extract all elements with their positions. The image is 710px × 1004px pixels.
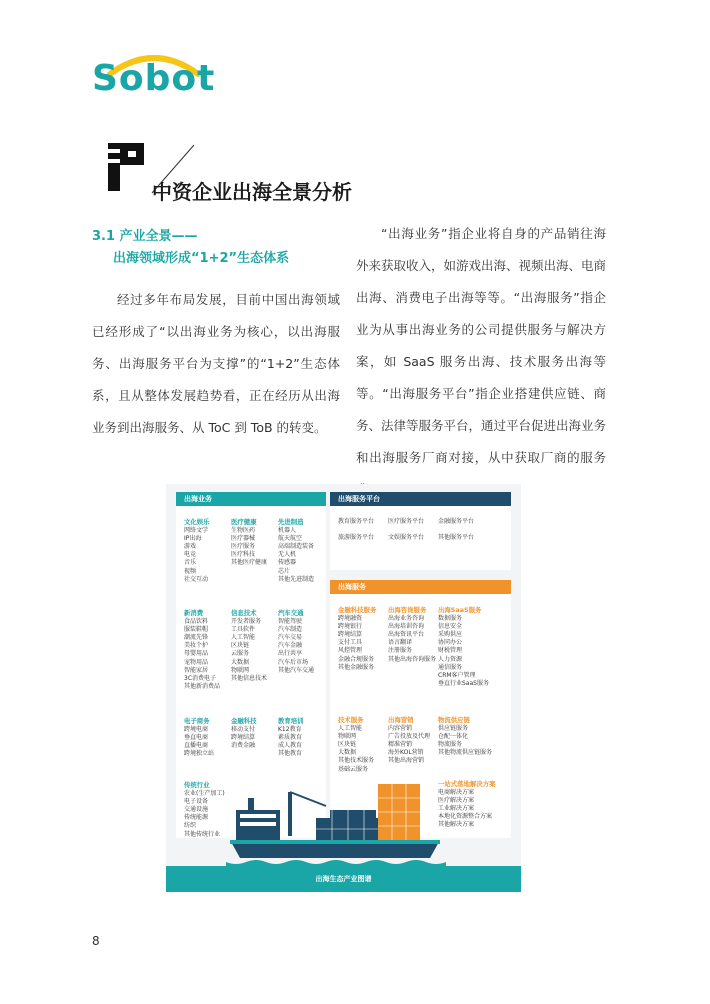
group-item: 网络文学: [184, 527, 209, 535]
business-group: [231, 609, 267, 683]
group-item: K12教育: [278, 726, 302, 734]
group-item: 生物医药: [231, 527, 256, 535]
cargo-ship-illustration: [226, 784, 446, 866]
group-item: 其他出海营销: [388, 757, 425, 765]
group-item: 金融合规服务: [338, 655, 375, 663]
group-item: 跨境独立站: [184, 750, 215, 758]
platform-item: 教育服务平台: [338, 518, 375, 525]
group-item: 其他教育: [278, 750, 303, 758]
group-title: 教育培训: [278, 717, 304, 725]
service-group: [438, 780, 496, 830]
group-item: 其他技术服务: [338, 757, 375, 765]
group-item: 风控管理: [338, 647, 363, 655]
platform-col-2: [388, 518, 424, 542]
group-item: 大数据: [231, 658, 250, 666]
business-group: [184, 518, 210, 584]
group-item: 语言翻译: [388, 639, 413, 647]
group-title: 一站式落地解决方案: [438, 780, 496, 788]
service-group: [338, 606, 376, 672]
group-item: 音乐: [184, 559, 197, 567]
group-item: 消费金融: [231, 742, 256, 750]
service-group: [438, 716, 492, 757]
group-item: 其他出海咨询服务: [388, 655, 437, 663]
group-item: 其他物流供应链服务: [438, 749, 493, 757]
service-group: [338, 716, 374, 774]
business-group: [278, 609, 314, 675]
section-title: 中资企业出海全景分析: [152, 180, 352, 204]
group-item: 支付工具: [338, 639, 363, 647]
group-item: 云服务: [231, 650, 250, 658]
group-item: 电商解决方案: [438, 789, 475, 797]
group-title: 物流供应链: [438, 716, 470, 724]
group-item: 机器人: [278, 527, 297, 535]
platform-item: 医疗服务平台: [388, 518, 425, 525]
group-item: 电子设备: [184, 798, 209, 806]
business-group: [231, 518, 267, 568]
right-paragraph: “出海业务”指企业将自身的产品销往海外来获取收入，如游戏出海、视频出海、电商出海、消费电子出海等等。“出海服务”指企业为从事出海业务的公司提供服务与解决方案，如 SaaS 服务出海、技术服务出海等等。“出海服务平台”指企业搭建供应链、商务、法律等服务平台，通过平台促进出海业务和出海服务厂商对接，从中获取厂商的服务: [356, 226, 607, 465]
group-item: 跨境结算: [231, 734, 256, 742]
business-group: [184, 609, 220, 691]
group-item: 出海资讯平台: [388, 631, 425, 639]
group-item: 通信服务: [438, 663, 463, 671]
group-item: 开发者服务: [231, 618, 262, 626]
group-item: 美妆个护: [184, 642, 209, 650]
group-title: 金融科技: [231, 717, 257, 725]
service-banner: 出海服务: [330, 580, 511, 594]
group-item: 物联网: [338, 733, 357, 741]
group-item: 汽车后市场: [278, 658, 309, 666]
group-item: 区块链: [338, 741, 357, 749]
group-title: 电子商务: [184, 717, 210, 725]
group-item: 垂直电商: [184, 734, 209, 742]
business-group: [278, 518, 314, 584]
group-title: 汽车交通: [278, 609, 304, 617]
group-item: 3C消费电子: [184, 674, 217, 682]
group-item: 人工智能: [231, 634, 256, 642]
figure-caption: 出海生态产业图谱: [166, 866, 521, 892]
group-title: 医疗健康: [231, 518, 257, 526]
group-item: 信息安全: [438, 623, 463, 631]
group-item: 其他传统行业: [184, 830, 221, 838]
group-item: 区块链: [231, 642, 250, 650]
group-item: 其他信息技术: [231, 674, 268, 682]
platform-item: 文娱服务平台: [388, 534, 425, 542]
platform-item: 其他服务平台: [438, 534, 475, 542]
group-item: 其他新消费品: [184, 682, 221, 690]
business-group: [278, 717, 304, 758]
group-item: 内容营销: [388, 725, 413, 733]
group-item: 潮流先锋: [184, 634, 209, 642]
group-item: 汽车金融: [278, 642, 303, 650]
group-item: 出海培训咨询: [388, 623, 425, 631]
group-item: 农业(生产加工): [184, 790, 225, 798]
group-item: 医疗科技: [231, 551, 256, 559]
group-item: 无人机: [278, 551, 297, 559]
group-item: 游戏: [184, 543, 197, 551]
group-item: 供应链服务: [438, 725, 469, 733]
platform-item: 旅游服务平台: [338, 534, 375, 542]
group-item: 本地化资源整合方案: [438, 813, 493, 821]
group-title: 技术服务: [338, 716, 364, 724]
group-item: 出行共享: [278, 650, 303, 658]
group-item: 食品饮料: [184, 618, 209, 626]
group-item: 交通设施: [184, 806, 209, 814]
group-item: 智能家居: [184, 666, 209, 674]
group-item: 高端制造装备: [278, 543, 315, 551]
group-item: 采购供应: [438, 631, 463, 639]
group-item: 医疗服务: [231, 543, 256, 551]
group-title: 文化娱乐: [184, 518, 210, 526]
group-item: 物流服务: [438, 741, 463, 749]
group-title: 先进制造: [278, 518, 304, 526]
group-item: 纺织: [184, 822, 197, 830]
group-item: 视频: [184, 567, 197, 575]
group-item: 医疗解决方案: [438, 797, 475, 805]
group-title: 传统行业: [184, 781, 210, 789]
group-item: 广告投放及代理: [388, 733, 431, 741]
group-title: 出海咨询服务: [388, 606, 427, 614]
group-item: IP出海: [184, 535, 202, 543]
group-item: 芯片: [278, 567, 291, 575]
business-banner: 出海业务: [176, 492, 326, 506]
group-item: 移动支付: [231, 726, 256, 734]
group-title: 信息技术: [231, 609, 257, 617]
group-item: 基础云服务: [338, 765, 369, 773]
group-item: 跨境银行: [338, 623, 363, 631]
group-item: 电竞: [184, 551, 197, 559]
group-title: 新消费: [184, 609, 204, 617]
group-item: 智能驾驶: [278, 618, 303, 626]
group-item: 其他金融服务: [338, 663, 375, 671]
group-item: 注册服务: [388, 647, 413, 655]
left-paragraph: 经过多年布局发展，目前中国出海领域已经形成了“以出海业务为核心，以出海服务、出海服务平台为支撑”的“1+2”生态体系，且从整体发展趋势看，正在经历从出海业务到出海服务、从 ToC 到 ToB 的转变。: [92, 292, 340, 435]
group-item: 精准营销: [388, 741, 413, 749]
group-item: 传统能源: [184, 814, 209, 822]
group-title: 金融科技服务: [338, 606, 377, 614]
service-group: [388, 716, 430, 766]
group-item: 跨境电商: [184, 726, 209, 734]
group-item: 人工智能: [338, 725, 363, 733]
group-item: 大数据: [338, 749, 357, 757]
group-item: 航天航空: [278, 535, 303, 543]
subsection-subheading: 出海领域形成“1+2”生态体系: [113, 251, 290, 266]
group-item: 素质教育: [278, 734, 303, 742]
group-item: 服装鞋帽: [184, 626, 209, 634]
group-item: 宠物用品: [184, 658, 209, 666]
group-item: 汽车交易: [278, 634, 303, 642]
group-item: 人力资源: [438, 655, 463, 663]
group-item: 汽车制造: [278, 626, 303, 634]
group-item: 物联网: [231, 666, 250, 674]
group-item: 社交互动: [184, 575, 209, 583]
service-group: [388, 606, 436, 664]
group-item: 海外KOL营销: [388, 749, 424, 757]
group-item: 成人教育: [278, 742, 303, 750]
group-item: 母婴用品: [184, 650, 209, 658]
group-item: 协同办公: [438, 639, 463, 647]
group-title: 出海SaaS服务: [438, 606, 482, 614]
ecosystem-infographic: [166, 484, 521, 892]
platform-item: 金融服务平台: [438, 518, 475, 525]
group-item: 传感器: [278, 559, 297, 567]
group-item: 仓配一体化: [438, 733, 469, 741]
business-group: [184, 781, 225, 839]
platform-col-1: [338, 518, 374, 542]
group-item: 其他汽车交通: [278, 666, 315, 674]
group-item: 数据服务: [438, 615, 463, 623]
group-item: 其他先进制造: [278, 575, 315, 583]
group-item: 出海业务咨询: [388, 615, 425, 623]
group-item: CRM客户管理: [438, 671, 476, 679]
service-group: [438, 606, 489, 688]
group-item: 财税管理: [438, 647, 463, 655]
group-title: 出海营销: [388, 716, 414, 724]
platform-banner: 出海服务平台: [330, 492, 511, 506]
group-item: 跨境融资: [338, 615, 363, 623]
group-item: 垂直行业SaaS服务: [438, 679, 489, 687]
group-item: 其他解决方案: [438, 821, 475, 829]
group-item: 跨境结算: [338, 631, 363, 639]
group-item: 直播电商: [184, 742, 209, 750]
group-item: 医疗器械: [231, 535, 256, 543]
platform-col-3: [438, 518, 474, 542]
logo: Sobot: [92, 58, 216, 99]
group-item: 其他医疗健康: [231, 559, 268, 567]
group-item: 工业解决方案: [438, 805, 475, 813]
subsection-heading: 3.1 产业全景——: [92, 229, 198, 244]
business-group: [184, 717, 214, 758]
business-group: [231, 717, 257, 750]
page-number: 8: [92, 934, 100, 948]
group-item: 工具软件: [231, 626, 256, 634]
